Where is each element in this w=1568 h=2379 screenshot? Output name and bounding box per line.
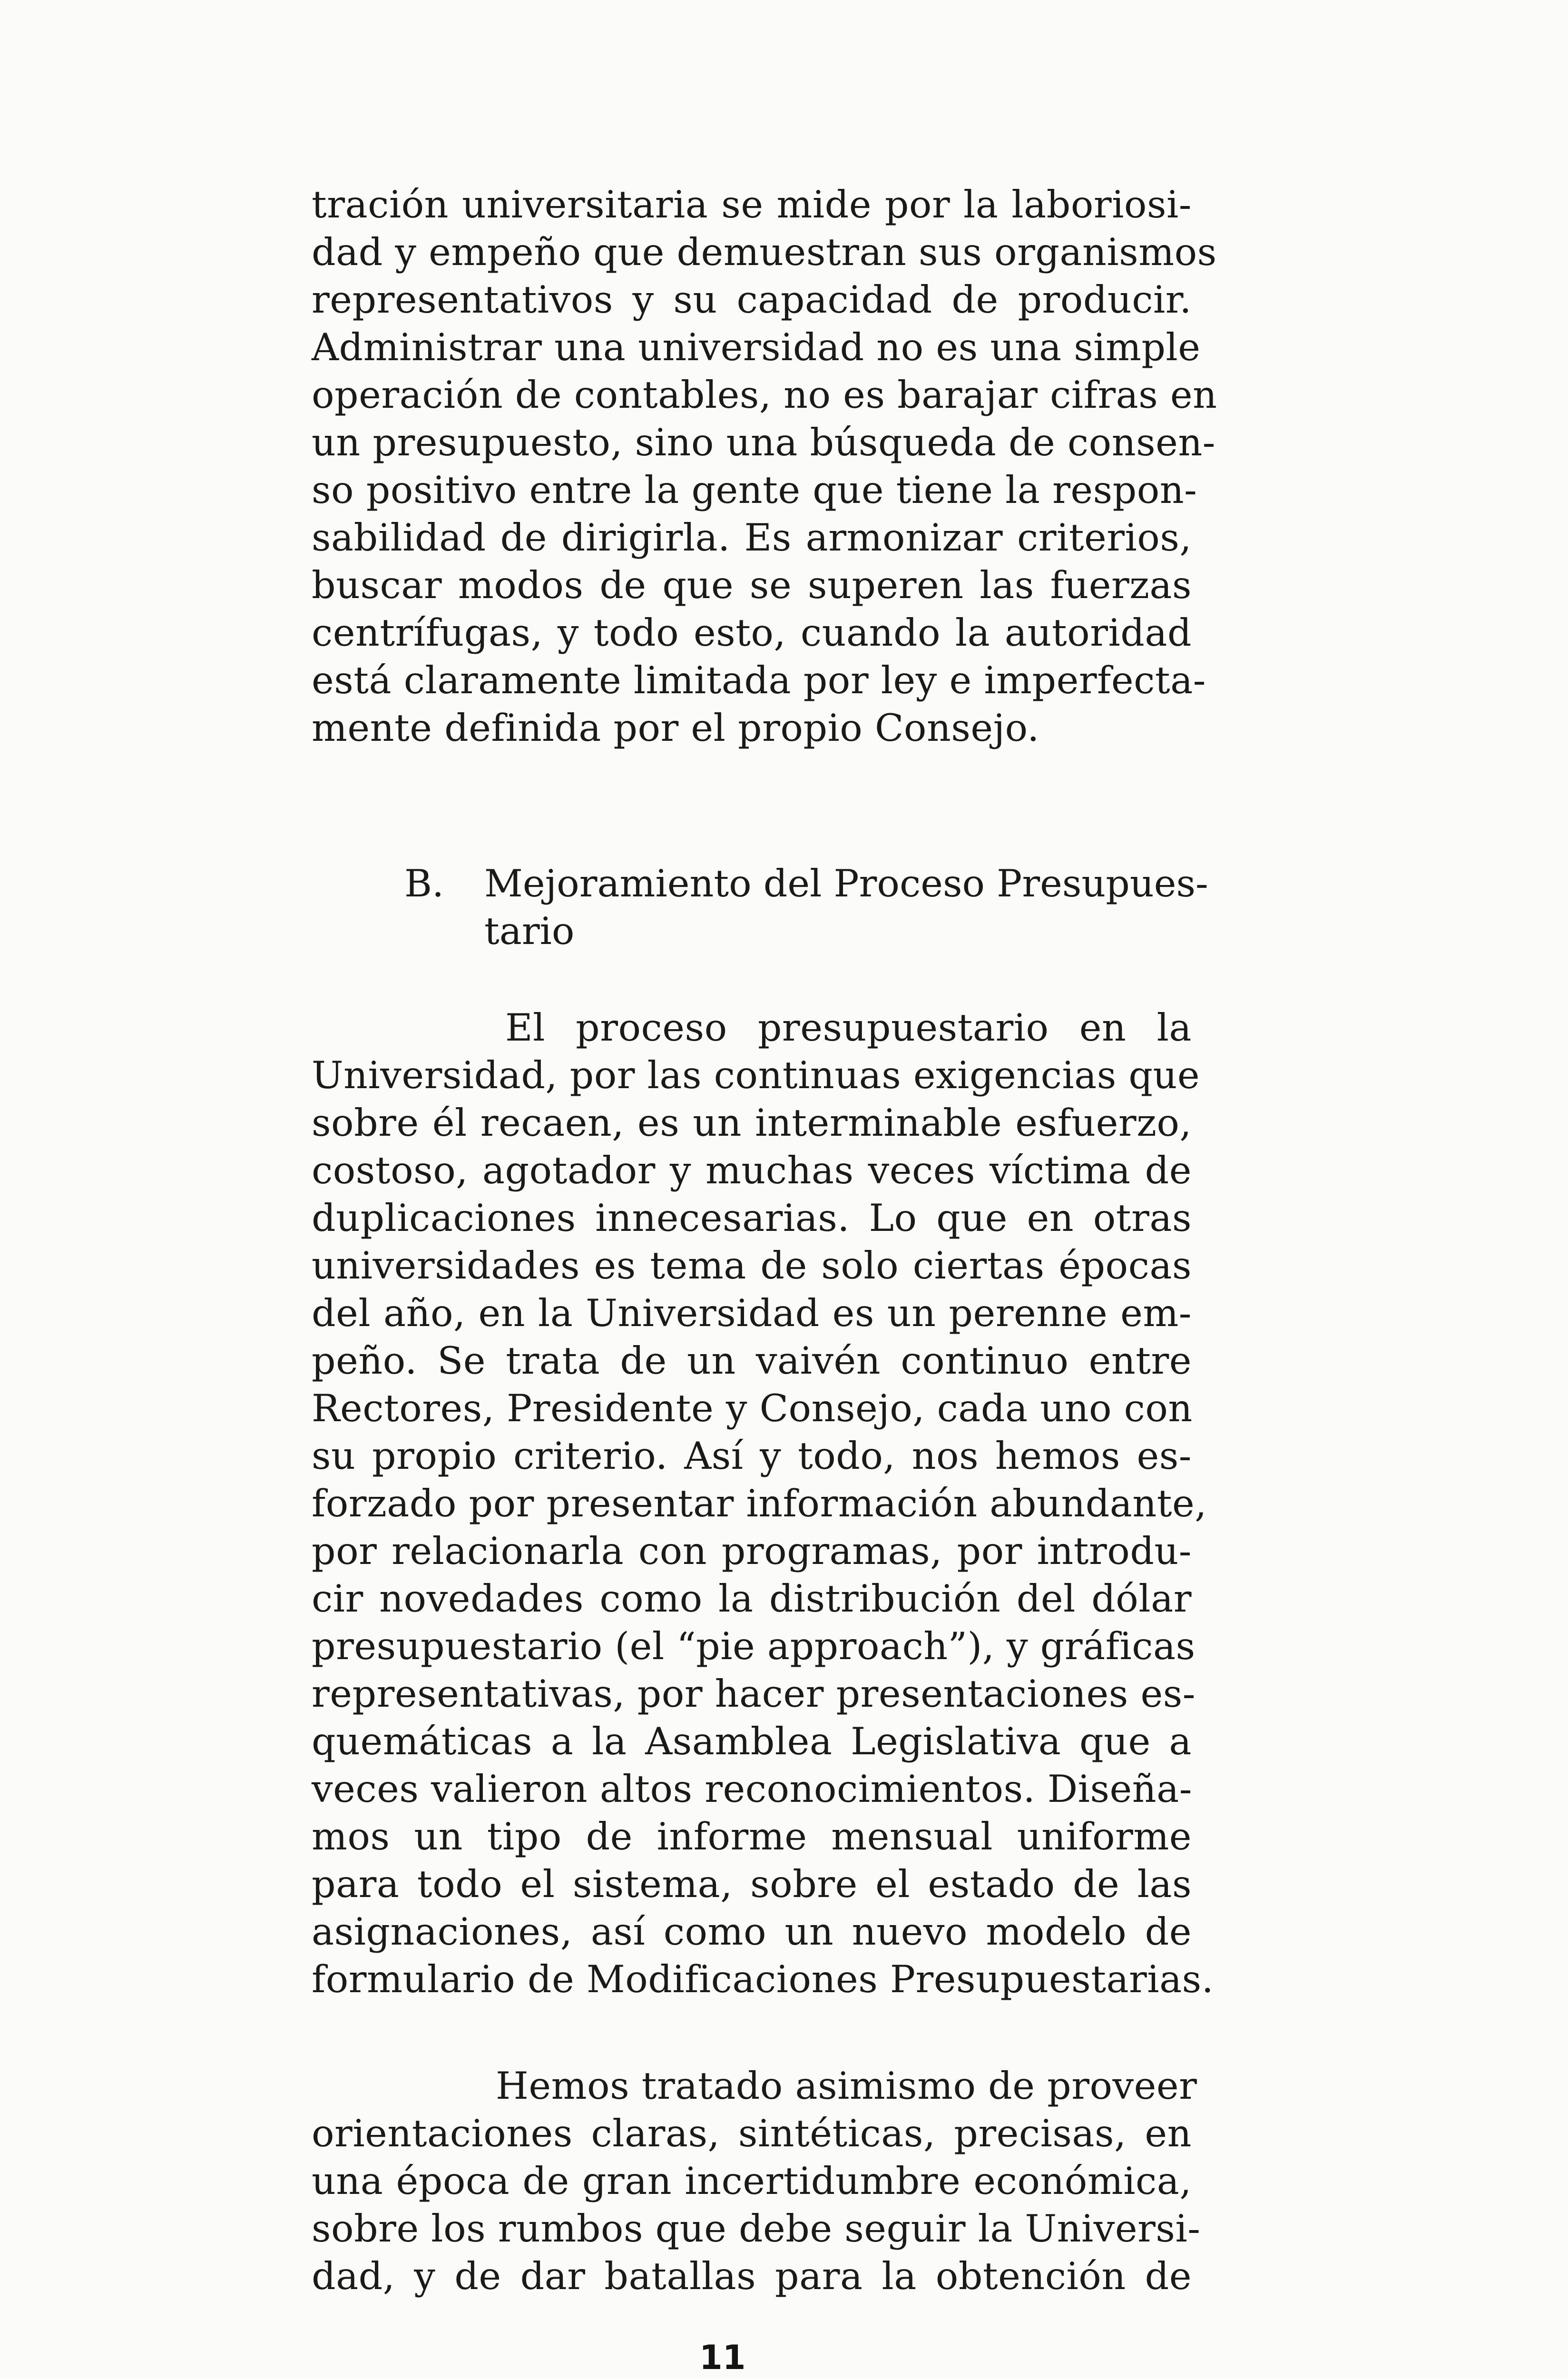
text-line: representativas, por hacer presentaciones es-: [312, 1672, 1196, 1716]
text-line: su propio criterio. Así y todo, nos hemos es-: [312, 1434, 1192, 1478]
text-line: cir novedades como la distribución del dólar: [312, 1577, 1192, 1621]
text-line: sobre los rumbos que debe seguir la Universi-: [312, 2207, 1201, 2251]
text-line: El proceso presupuestario en la: [505, 1006, 1192, 1050]
text-line: formulario de Modificaciones Presupuestarias.: [312, 1957, 1214, 2001]
section-heading-line: tario: [484, 909, 575, 953]
text-line: forzado por presentar información abundante,: [312, 1482, 1207, 1525]
text-line: tración universitaria se mide por la laboriosi-: [312, 183, 1192, 226]
text-line: centrífugas, y todo esto, cuando la autoridad: [312, 611, 1192, 655]
text-line: buscar modos de que se superen las fuerzas: [312, 563, 1192, 607]
text-line: costoso, agotador y muchas veces víctima de: [312, 1149, 1192, 1192]
text-line: sobre él recaen, es un interminable esfuerzo,: [312, 1101, 1192, 1145]
text-line: está claramente limitada por ley e imperfecta-: [312, 659, 1206, 702]
text-line: sabilidad de dirigirla. Es armonizar criterios,: [312, 516, 1192, 560]
text-line: quemáticas a la Asamblea Legislativa que a: [312, 1720, 1192, 1763]
text-line: un presupuesto, sino una búsqueda de consen-: [312, 421, 1215, 464]
section-heading-label: B.: [404, 862, 444, 905]
text-line: Administrar una universidad no es una simple: [312, 325, 1201, 369]
text-line: peño. Se trata de un vaivén continuo entre: [312, 1339, 1192, 1383]
text-line: una época de gran incertidumbre económica,: [312, 2159, 1192, 2203]
text-line: por relacionarla con programas, por introdu-: [312, 1529, 1192, 1573]
text-line: so positivo entre la gente que tiene la respon-: [312, 468, 1197, 512]
text-line: veces valieron altos reconocimientos. Diseña-: [312, 1767, 1192, 1811]
text-line: dad, y de dar batallas para la obtención de: [312, 2254, 1192, 2298]
text-line: universidades es tema de solo ciertas épocas: [312, 1244, 1192, 1288]
text-line: dad y empeño que demuestran sus organismos: [312, 230, 1217, 274]
text-line: Hemos tratado asimismo de proveer: [496, 2064, 1197, 2108]
text-line: del año, en la Universidad es un perenne em-: [312, 1291, 1192, 1335]
text-line: Universidad, por las continuas exigencias que: [312, 1053, 1200, 1097]
text-line: asignaciones, así como un nuevo modelo de: [312, 1910, 1192, 1954]
page-number: 11: [699, 2338, 746, 2377]
text-line: mente definida por el propio Consejo.: [312, 706, 1039, 750]
text-line: orientaciones claras, sintéticas, precisas, en: [312, 2112, 1192, 2155]
text-line: duplicaciones innecesarias. Lo que en otras: [312, 1196, 1192, 1240]
text-line: operación de contables, no es barajar cifras en: [312, 373, 1217, 417]
text-line: presupuestario (el “pie approach”), y gráficas: [312, 1624, 1196, 1668]
text-line: para todo el sistema, sobre el estado de las: [312, 1862, 1192, 1906]
text-line: mos un tipo de informe mensual uniforme: [312, 1815, 1192, 1858]
section-heading-line: Mejoramiento del Proceso Presupues-: [484, 862, 1208, 905]
text-line: Rectores, Presidente y Consejo, cada uno con: [312, 1386, 1193, 1430]
text-line: representativos y su capacidad de producir.: [312, 278, 1192, 322]
